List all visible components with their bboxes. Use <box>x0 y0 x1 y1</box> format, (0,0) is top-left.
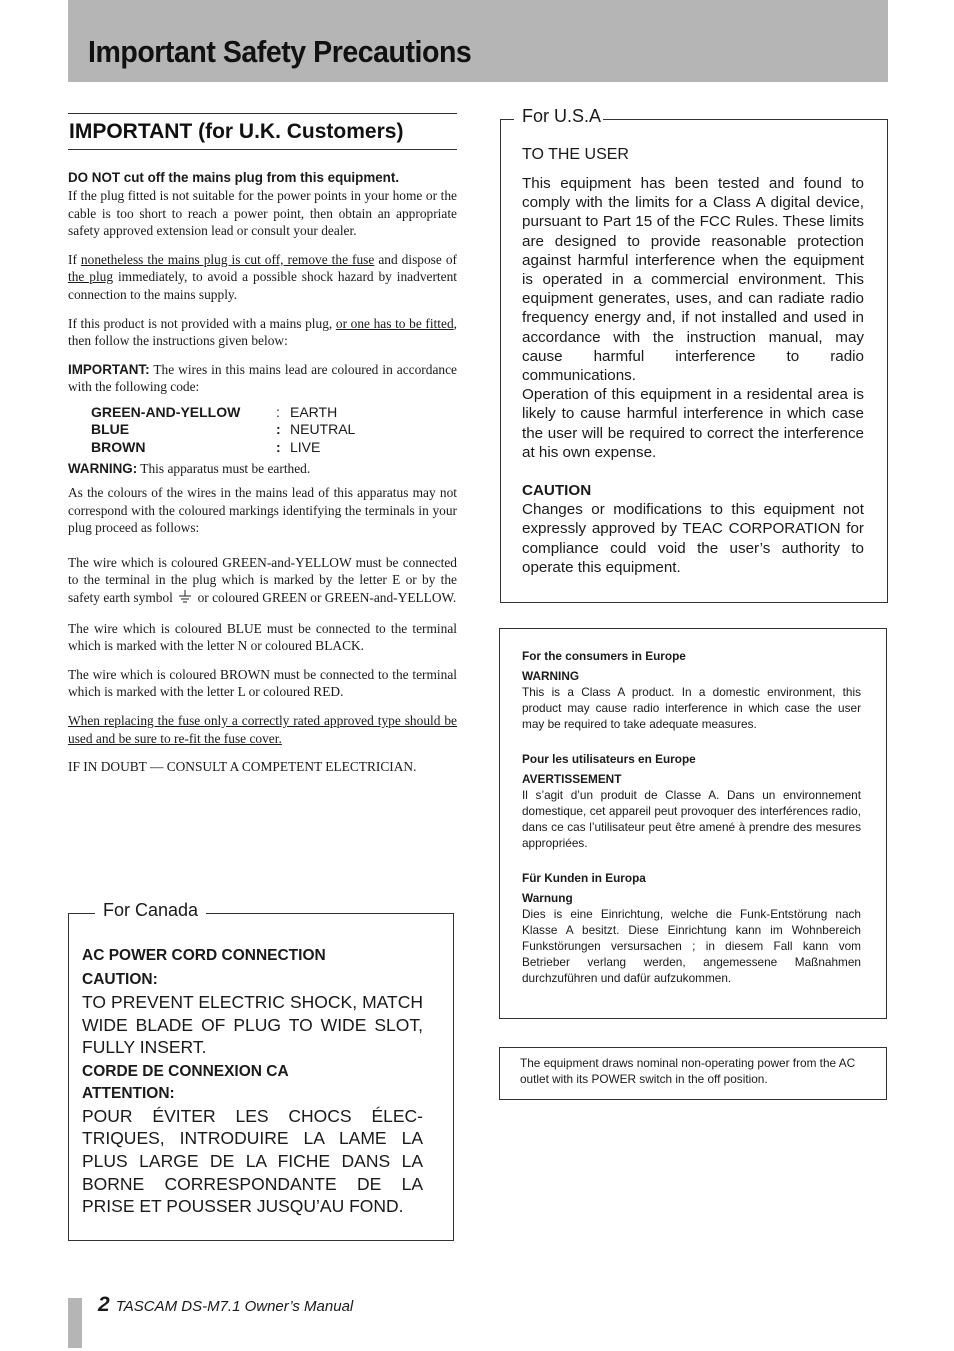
important-text: The wires in this mains lead are coloured in accordance with the following code: <box>68 361 457 395</box>
europe-warning-text: Dies is eine Einrichtung, welche die Funk-Entstörung nach Klasse A besitzt. Diese Einrichtung kann im Wohnbereich Funkstörungen versursachen ; in diesem Fall kann vom Betrieber verlang werden, angemessene Maßnahmen durchzuführen und dafür aufzukommen. <box>522 907 861 985</box>
warning-label: WARNING: <box>68 461 138 477</box>
wire-value: NEUTRAL <box>290 421 356 438</box>
uk-paragraph-4: As the colours of the wires in the mains lead of this apparatus may not correspond with the coloured markings identifying the terminals in your plug proceed as follows: <box>68 485 457 536</box>
wire-row <box>91 439 457 457</box>
uk-heading: IMPORTANT (for U.K. Customers) <box>68 113 457 150</box>
wire-color-table <box>91 404 457 457</box>
europe-warning-text: Il s’agit d’un produit de Classe A. Dans un environnement domestique, cet appareil peut provoquer des interférences radio, dans ce cas l’utilisateur peut être amené à prendre des mesures appropriées. <box>522 788 861 850</box>
europe-content <box>522 649 861 1006</box>
wire-name: BROWN <box>91 438 146 455</box>
underlined-text: the plug <box>68 269 114 285</box>
underlined-text: nonetheless the mains plug is cut off, remove the fuse <box>80 251 375 267</box>
europe-heading: For the consumers in Europe <box>522 649 686 663</box>
usa-box <box>500 106 888 603</box>
europe-warning-label: WARNING <box>522 669 580 683</box>
power-note-box <box>499 1047 887 1100</box>
earth-ground-icon <box>178 590 192 609</box>
europe-heading: Pour les utilisateurs en Europe <box>522 752 696 766</box>
uk-paragraph-5 <box>68 554 457 609</box>
uk-paragraph-9: IF IN DOUBT — CONSULT A COMPETENT ELECTRICIAN. <box>68 759 417 775</box>
text-run: If <box>68 251 81 267</box>
uk-paragraph-3 <box>68 315 457 350</box>
usa-paragraph-1: This equipment has been tested and found to comply with the limits for a Class A digital device, pursuant to Part 15 of the FCC Rules. These limits are designed to provide reasonable protection against harmful interference when the equipment is operated in a commercial environment. This equipment generates, uses, and can radiate radio frequency energy and, if not installed and used in accordance with the instruction manual, may cause harmful interference to radio communications. <box>522 175 864 385</box>
text-run: and dispose of <box>374 251 457 267</box>
text-run: , then follow the instructions given below: <box>68 315 457 349</box>
page-title: Important Safety Precautions <box>88 34 472 69</box>
manual-title: TASCAM DS-M7.1 Owner’s Manual <box>115 1298 354 1315</box>
canada-box <box>68 900 454 1241</box>
warning-paragraph <box>68 460 457 478</box>
uk-paragraph-8: When replacing the fuse only a correctly rated approved type should be used and be sure to re-fit the fuse cover. <box>68 712 457 746</box>
europe-heading: Für Kunden in Europa <box>522 871 646 885</box>
europe-warning-label: Warnung <box>522 891 573 905</box>
underlined-text: or one has to be fitted <box>335 315 454 331</box>
europe-section-fr <box>522 752 861 851</box>
canada-legend: For Canada <box>95 900 206 921</box>
text-run: or coloured GREEN or GREEN-and-YELLOW. <box>194 590 457 605</box>
footer-bar <box>68 1298 82 1348</box>
wire-separator: : <box>276 421 281 438</box>
europe-box <box>499 628 887 1019</box>
wire-row <box>91 421 457 439</box>
uk-section <box>68 113 457 787</box>
uk-body <box>68 169 457 776</box>
important-label: IMPORTANT: <box>68 361 150 377</box>
europe-warning-label: AVERTISSEMENT <box>522 772 622 786</box>
warning-text: This apparatus must be earthed. <box>137 461 311 477</box>
canada-attention-label: ATTENTION: <box>82 1084 175 1102</box>
wire-value: EARTH <box>290 403 338 420</box>
canada-attention-text: POUR ÉVITER LES CHOCS ÉLEC-TRIQUES, INTRODUIRE LA LAME LA PLUS LARGE DE LA FICHE DANS LA BORNE CORRESPONDANTE DE LA PRISE ET POUSSER JUSQU’AU FOND. <box>82 1105 423 1217</box>
wire-separator: : <box>276 438 281 455</box>
usa-paragraph-2: Operation of this equipment in a residental area is likely to cause harmful interference in which case the user will be required to correct the interference at his own expense. <box>522 386 864 461</box>
usa-content <box>522 146 864 577</box>
usa-legend: For U.S.A <box>514 106 603 127</box>
wire-name: GREEN-AND-YELLOW <box>91 403 241 420</box>
europe-warning-text: This is a Class A product. In a domestic environment, this product may cause radio interference in which case the user may be required to take adequate measures. <box>522 685 861 731</box>
wire-separator: : <box>276 403 280 420</box>
power-note-text: The equipment draws nominal non-operating power from the AC outlet with its POWER switch in the off position. <box>520 1056 856 1086</box>
wire-value: LIVE <box>290 438 321 455</box>
canada-caution-text: TO PREVENT ELECTRIC SHOCK, MATCH WIDE BLADE OF PLUG TO WIDE SLOT, FULLY INSERT. <box>82 992 423 1058</box>
to-the-user-heading: TO THE USER <box>522 146 629 163</box>
page-header-bar <box>68 0 888 82</box>
uk-paragraph-7: The wire which is coloured BROWN must be connected to the terminal which is marked with the letter L or coloured RED. <box>68 666 457 700</box>
uk-paragraph-2 <box>68 251 457 304</box>
usa-caution-label: CAUTION <box>522 482 592 500</box>
do-not-cut-text: DO NOT cut off the mains plug from this equipment. <box>68 170 400 185</box>
text-run: The wire which is coloured GREEN-and-YELLOW must be connected to the terminal in the plug which is marked by the letter E or by the safety earth symbol <box>68 554 457 605</box>
canada-content <box>82 945 423 1218</box>
text-run: immediately, to avoid a possible shock hazard by inadvertent connection to the mains supply. <box>68 269 457 302</box>
wire-row <box>91 404 457 422</box>
canada-heading-en: AC POWER CORD CONNECTION <box>82 947 326 964</box>
important-paragraph <box>68 361 457 396</box>
text-run: If this product is not provided with a mains plug, <box>68 315 336 331</box>
uk-paragraph-6: The wire which is coloured BLUE must be connected to the terminal which is marked with the letter N or coloured BLACK. <box>68 620 457 654</box>
europe-section-de <box>522 871 861 986</box>
wire-name: BLUE <box>91 421 130 438</box>
uk-paragraph-1: If the plug fitted is not suitable for the power points in your home or the cable is too short to reach a power point, then obtain an appropriate safety approved extension lead or consult your dealer. <box>68 188 457 239</box>
usa-caution-text: Changes or modifications to this equipment not expressly approved by TEAC CORPORATION for compliance could void the user’s authority to operate this equipment. <box>522 501 864 576</box>
canada-caution-label: CAUTION: <box>82 971 158 988</box>
europe-section-en <box>522 649 861 732</box>
footer <box>98 1293 353 1317</box>
page-number: 2 <box>98 1293 110 1316</box>
canada-heading-fr: CORDE DE CONNEXION CA <box>82 1062 289 1080</box>
